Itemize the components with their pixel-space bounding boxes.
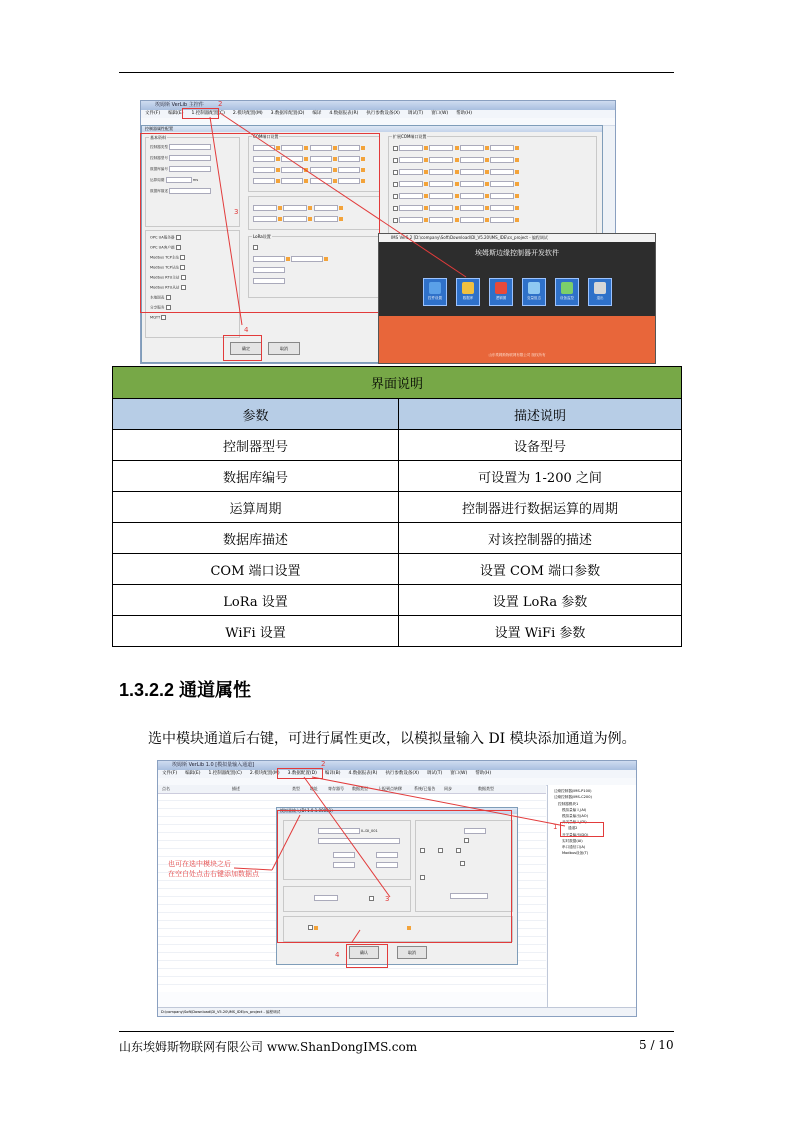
point-name-value: IL.DI_001 [361, 829, 378, 833]
desc-cell: 设置 WiFi 参数 [399, 616, 682, 647]
cancel-button[interactable]: 取消 [268, 342, 300, 355]
splash-titlebar: IMS Ver5.2 [D:\company\Soft\Download\DI_V5.20\IMS_IDE\cs_project - 编程调试 [379, 234, 655, 242]
section-paragraph: 选中模块通道后右键，可进行属性更改，以模拟量输入 DI 模块添加通道为例。 [148, 731, 636, 747]
tile-label: 逻辑图 [495, 296, 507, 300]
module-option: OPC UA服务器 [150, 235, 175, 240]
param-cell: WiFi 设置 [113, 616, 399, 647]
menu-item[interactable]: 编辑(E) [185, 771, 201, 776]
marker: 3 [234, 208, 239, 216]
desc-cell: 设置 COM 端口参数 [399, 554, 682, 585]
marker: 2 [218, 100, 223, 108]
tree-item[interactable]: 边缘控制器(IMS-C200) [554, 795, 592, 799]
column-header[interactable]: 寄存器号 [328, 786, 344, 791]
field-label: 运算周期 [150, 178, 165, 182]
cancel-button[interactable]: 取消 [397, 946, 427, 959]
column-header[interactable]: 数据类型 [478, 786, 494, 791]
param-cell: 数据库描述 [113, 523, 399, 554]
module-option: Modbus RTU主站 [150, 275, 180, 280]
group-label: COM端口设置 [253, 134, 279, 139]
section-heading: 1.3.2.2 通道属性 [119, 680, 252, 700]
column-header[interactable]: 点名 [162, 786, 170, 791]
footer-rule [119, 1031, 674, 1032]
param-cell: LoRa 设置 [113, 585, 399, 616]
tile-label: 设备监控 [560, 296, 574, 300]
window-title: 埃姆斯 VerLib 1.0 [模拟量输入通道] [172, 762, 255, 768]
module-option: Modbus TCP主站 [150, 255, 180, 260]
column-header[interactable]: 同步 [444, 786, 452, 791]
column-header[interactable]: 上报到点转移 [378, 786, 402, 791]
tree-item[interactable]: 控制器模块1 [558, 802, 579, 806]
module-option: MQTT [150, 315, 161, 320]
tile-label: 退出 [596, 296, 604, 300]
menu-item[interactable]: 编译 [312, 111, 322, 116]
group-label: LoRa设置 [253, 234, 271, 239]
module-option: Modbus TCP从站 [150, 265, 180, 270]
tree-item-selected[interactable]: 通道2 [568, 826, 578, 830]
param-cell: 运算周期 [113, 492, 399, 523]
menu-item[interactable]: 文件(F) [162, 771, 178, 776]
menu-item[interactable]: 4.数据报表(R) [348, 771, 378, 776]
menu-item[interactable]: 2.模块配置(M) [249, 771, 280, 776]
module-option: OPC UA客户端 [150, 245, 175, 250]
param-cell: COM 端口设置 [113, 554, 399, 585]
field-label: 数据库编号 [150, 167, 168, 171]
ok-button[interactable]: 确定 [230, 342, 262, 355]
menu-item[interactable]: 编译(B) [324, 771, 341, 776]
confirm-button[interactable]: 确认 [349, 946, 379, 959]
menu-item[interactable]: 窗口(W) [450, 771, 468, 776]
field-label: 控制器类型 [150, 145, 168, 149]
column-header[interactable]: 地址 [310, 786, 318, 791]
tree-item[interactable]: 实时数据(AI) [562, 839, 583, 843]
status-path: D:\company\Soft\Download\DI_V5.20\IMS_IDE\cs_project - 编程调试 [161, 1010, 281, 1014]
menu-item[interactable]: 调试(T) [427, 771, 443, 776]
desc-cell: 对该控制器的描述 [399, 523, 682, 554]
desc-cell: 设置 LoRa 参数 [399, 585, 682, 616]
marker: 2 [321, 760, 326, 768]
splash-title: 埃姆斯边缘控制器开发软件 [475, 249, 559, 257]
cycle-unit: ms [192, 178, 199, 182]
field-label: 数据库描述 [150, 189, 168, 193]
column-header[interactable]: 数据类型 [352, 786, 368, 791]
menu-item[interactable]: 帮助(H) [475, 771, 492, 776]
tile-label: 变量组态 [527, 296, 541, 300]
tree-item[interactable]: 模拟量输入(AI) [562, 808, 587, 812]
marker: 4 [335, 951, 340, 959]
table-header: 描述说明 [399, 399, 682, 430]
desc-cell: 控制器进行数据运算的周期 [399, 492, 682, 523]
table-header: 参数 [113, 399, 399, 430]
table-title: 界面说明 [113, 367, 682, 399]
tree-item[interactable]: Modbus设备(T) [562, 851, 589, 855]
menu-item[interactable]: 编辑(E) [168, 111, 184, 116]
param-cell: 控制器型号 [113, 430, 399, 461]
column-header[interactable]: 描述 [232, 786, 240, 791]
tree-item[interactable]: 边缘控制器(IMS-P100) [554, 789, 592, 793]
menu-item[interactable]: 1.控制器配置(C) [208, 771, 242, 776]
menu-item[interactable]: 执行参数设备(X) [385, 771, 420, 776]
tile-label: 控件设置 [428, 296, 442, 300]
module-option: Modbus RTU从站 [150, 285, 180, 290]
tree-item[interactable]: 开关量输入(DI) [562, 820, 587, 824]
group-label: 扩展COM端口设置 [393, 134, 427, 139]
field-label: 控制器型号 [150, 156, 168, 160]
menu-item[interactable]: 窗口(W) [431, 111, 449, 116]
menu-item[interactable]: 执行参数设备(X) [366, 111, 400, 116]
splash-footer: 山东埃姆斯物联网有限公司 版权所有 [488, 353, 546, 357]
menu-item[interactable]: 4.数据报表(R) [329, 111, 359, 116]
menu-item-controller-config[interactable]: 1.控制器配置(C) [191, 111, 225, 116]
right-click-annotation: 也可在选中模块之后 在空白处点击右键添加数据点 [168, 860, 259, 878]
menu-item[interactable]: 调试(T) [407, 111, 424, 116]
dialog-title: 控制器属性配置 [142, 126, 602, 132]
tree-item[interactable]: 串口通信口(A) [562, 845, 586, 849]
desc-cell: 可设置为 1-200 之间 [399, 461, 682, 492]
menu-item-data-config[interactable]: 3.数据配置(D) [287, 771, 317, 776]
desc-cell: 设备型号 [399, 430, 682, 461]
menu-item[interactable]: 帮助(H) [456, 111, 473, 116]
module-option: 本地图表 [150, 295, 165, 300]
menu-item[interactable]: 2.模块配置(M) [232, 111, 263, 116]
module-option: 分享服务 [150, 305, 165, 310]
footer-company: 山东埃姆斯物联网有限公司 www.ShanDongIMS.com [119, 1040, 418, 1054]
menu-item[interactable]: 3.数据库配置(D) [270, 111, 305, 116]
tree-item[interactable]: 模拟量输出(AO) [562, 814, 588, 818]
param-cell: 数据库编号 [113, 461, 399, 492]
tree-item[interactable]: 开关量输出(DO) [562, 833, 589, 837]
tile-label: 数据库 [462, 296, 474, 300]
menu-item[interactable]: 文件(F) [145, 111, 161, 116]
dialog-title: 模拟量输入(DI 1.0.1.00001) [277, 808, 517, 814]
column-header[interactable]: 类型 [292, 786, 300, 791]
footer-page-number: 5 / 10 [639, 1038, 674, 1052]
window-title: 埃姆斯 VerLib 主控件 [155, 102, 204, 108]
marker: 1 [553, 823, 558, 831]
group-label: 基本资料 [150, 135, 166, 140]
marker: 3 [385, 895, 390, 903]
column-header[interactable]: 系统/已报告 [414, 786, 436, 791]
marker: 4 [244, 326, 249, 334]
